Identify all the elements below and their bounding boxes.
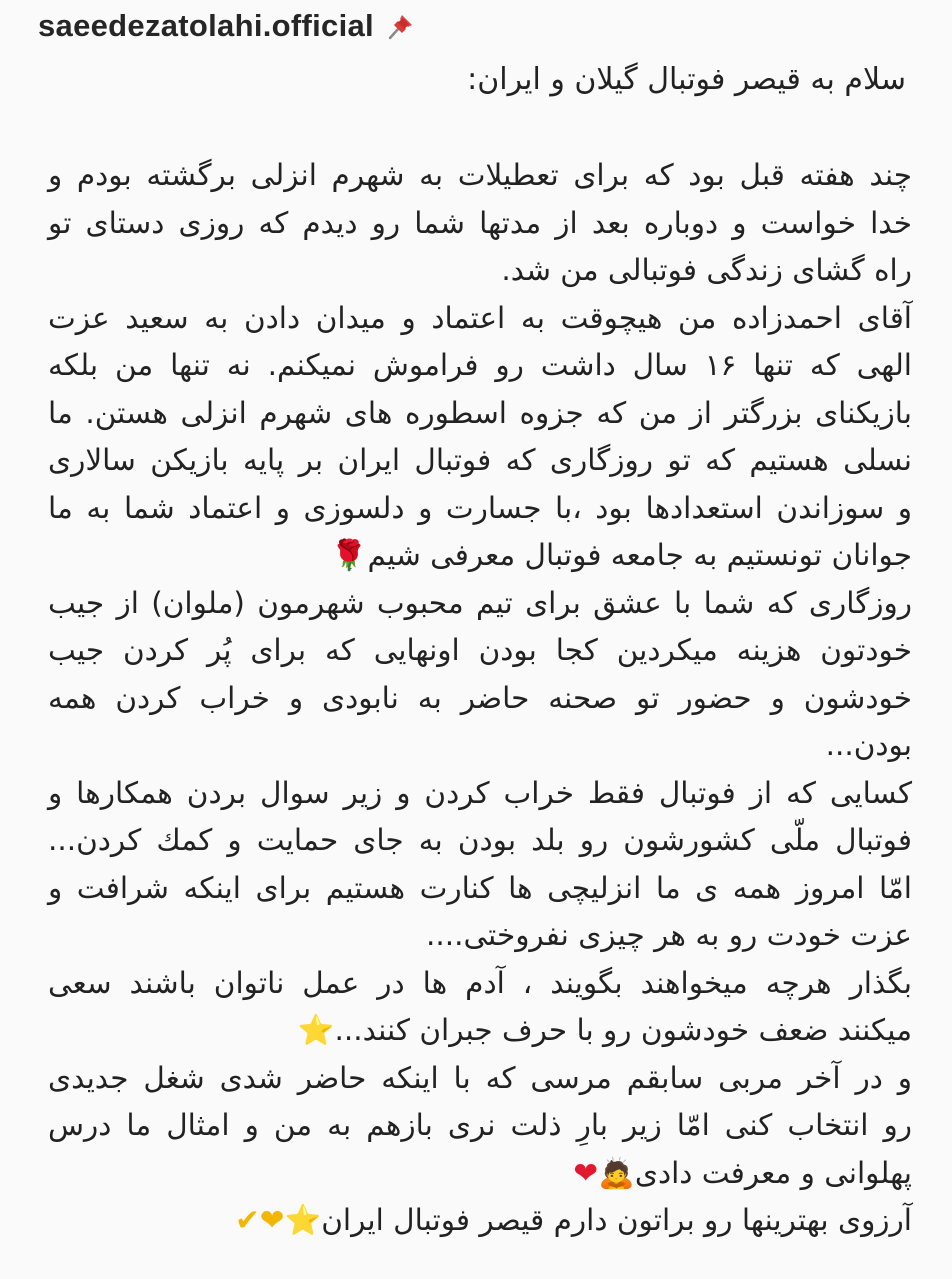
caption-line — [48, 722, 912, 770]
caption-line — [48, 1150, 912, 1198]
caption-line-text: روزگاری که شما با عشق برای تیم محبوب شهرمون (ملوان) از جیب — [48, 585, 912, 620]
caption-line-text: راه گشای زندگی فوتبالی من شد. — [501, 253, 912, 287]
star-emoji-icon: ⭐ — [297, 1013, 335, 1047]
caption-line — [48, 1197, 912, 1245]
caption-line — [48, 437, 912, 485]
caption-line-text: الهی که تنها ۱۶ سال داشت رو فراموش نمیکنم. نه تنها من بلکه — [48, 348, 912, 382]
caption-line-text: خودتون هزینه میکردین کجا بودن اونهایی که برای پُر کردن جیب — [48, 633, 912, 667]
caption-line-text: آقای احمدزاده من هیچوقت به اعتماد و میدان دادن به سعید عزت — [48, 300, 912, 335]
caption-line-text: بگذار هرچه میخواهند بگویند ، آدم ها در عمل ناتوان باشند سعی — [48, 965, 912, 1000]
caption-line — [48, 817, 912, 865]
caption-line-text: فوتبال ملّی کشورشون رو بلد بودن به جای حمایت و کمك کردن... — [48, 823, 912, 857]
caption-line-text: جوانان تونستیم به جامعه فوتبال معرفی شیم — [367, 538, 912, 572]
pushpin-icon — [384, 9, 418, 43]
caption-line-text: رو انتخاب کنی امّا زیر بارِ ذلت نری بازهم به من و امثال ما درس — [48, 1108, 912, 1142]
caption-line — [48, 1102, 912, 1150]
caption-line-text: بازیکنای بزرگتر از من که جزوه اسطوره های شهرم انزلی هستن. ما — [48, 395, 912, 430]
caption-line — [48, 152, 912, 200]
caption-line-text: و سوزاندن استعدادها بود ،با جسارت و دلسوزی و اعتماد شما به ما — [48, 490, 912, 525]
caption-line — [48, 770, 912, 818]
caption-line — [48, 390, 912, 438]
caption-line-text: و در آخر مربی سابقم مرسی که با اینکه حاضر شدی شغل جدیدی — [48, 1060, 912, 1095]
caption-line — [48, 295, 912, 343]
caption-line — [48, 485, 912, 533]
username[interactable]: saeedezatolahi.official — [38, 8, 374, 43]
caption-line-text: خدا خواست و دوباره بعد از مدتها شما رو دیدم که روزی دستای تو — [48, 205, 912, 240]
caption-line-text: امّا امروز همه ی ما انزلیچی ها کنارت هستیم برای اینکه شرافت و — [48, 870, 912, 905]
caption-line-text: آرزوی بهترینها رو براتون دارم قیصر فوتبال ایران — [321, 1203, 912, 1237]
caption-line-text: نسلی هستیم که تو روزگاری که فوتبال ایران بر پایه بازیکن سالاری — [48, 443, 912, 477]
caption-line — [48, 1007, 912, 1055]
caption-line — [48, 247, 912, 295]
star-heart-check-emoji-icon: ⭐❤✔ — [235, 1203, 322, 1237]
caption-line — [48, 532, 912, 580]
bow-and-heart-emoji-icon: 🙇❤ — [573, 1155, 635, 1190]
caption-line-text: بودن... — [825, 728, 912, 762]
caption-line — [48, 960, 912, 1008]
caption-line — [48, 865, 912, 913]
post-header — [38, 4, 418, 48]
caption-line — [48, 912, 912, 960]
caption-line — [48, 627, 912, 675]
rose-emoji-icon: 🌹 — [330, 538, 368, 572]
caption-line-text: عزت خودت رو به هر چیزی نفروختی.... — [425, 918, 912, 952]
caption-line — [48, 1055, 912, 1103]
caption-line — [48, 580, 912, 628]
caption-line-text: میکنند ضعف خودشون رو با حرف جبران کنند... — [334, 1013, 912, 1047]
caption-line-text: پهلوانی و معرفت دادی — [634, 1155, 912, 1190]
caption-line-text: کسایی که از فوتبال فقط خراب کردن و زیر سوال بردن همکارها و — [48, 775, 912, 810]
caption-line — [48, 675, 912, 723]
greeting-line: سلام به قیصر فوتبال گیلان و ایران: — [467, 62, 906, 97]
caption-line — [48, 342, 912, 390]
caption-line — [48, 200, 912, 248]
post-caption — [48, 152, 912, 1245]
caption-line-text: خودشون و حضور تو صحنه حاضر به نابودی و خراب کردن همه — [48, 680, 912, 715]
caption-line-text: چند هفته قبل بود که برای تعطیلات به شهرم انزلی برگشته بودم و — [48, 158, 912, 192]
